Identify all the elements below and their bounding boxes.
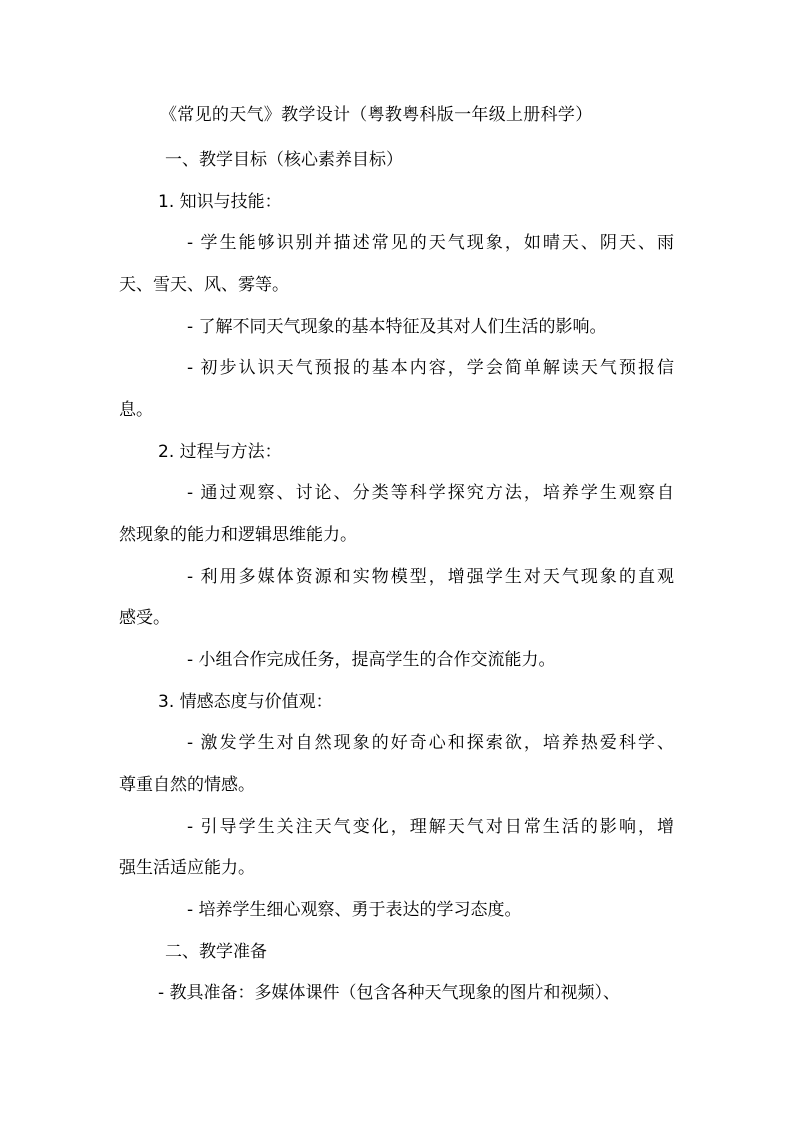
paragraph-line: 强生活适应能力。 bbox=[119, 858, 255, 878]
paragraph-line: - 学生能够识别并描述常见的天气现象，如晴天、阴天、雨 bbox=[187, 233, 674, 253]
paragraph-line: - 了解不同天气现象的基本特征及其对人们生活的影响。 bbox=[187, 317, 607, 337]
section-heading-preparation: 二、教学准备 bbox=[165, 942, 267, 962]
paragraph-line: - 培养学生细心观察、勇于表达的学习态度。 bbox=[187, 900, 522, 920]
paragraph-line: - 利用多媒体资源和实物模型，增强学生对天气现象的直观 bbox=[187, 567, 674, 587]
paragraph-line: 天、雪天、风、雾等。 bbox=[119, 275, 289, 295]
paragraph-line: - 教具准备：多媒体课件（包含各种天气现象的图片和视频）、 bbox=[158, 983, 621, 1003]
paragraph-line: 然现象的能力和逻辑思维能力。 bbox=[119, 525, 357, 545]
subheading-process-methods: 2. 过程与方法： bbox=[158, 442, 282, 462]
subheading-attitudes-values: 3. 情感态度与价值观： bbox=[158, 692, 333, 712]
paragraph-line: - 引导学生关注天气变化，理解天气对日常生活的影响，增 bbox=[187, 817, 674, 837]
paragraph-line: - 小组合作完成任务，提高学生的合作交流能力。 bbox=[187, 650, 556, 670]
paragraph-line: 尊重自然的情感。 bbox=[119, 775, 255, 795]
paragraph-line: - 激发学生对自然现象的好奇心和探索欲，培养热爱科学、 bbox=[187, 733, 674, 753]
document-title: 《常见的天气》教学设计（粤教粤科版一年级上册科学） bbox=[160, 105, 593, 125]
paragraph-line: 息。 bbox=[119, 400, 153, 420]
paragraph-line: - 通过观察、讨论、分类等科学探究方法，培养学生观察自 bbox=[187, 483, 674, 503]
subheading-knowledge-skills: 1. 知识与技能： bbox=[158, 192, 282, 212]
paragraph-line: - 初步认识天气预报的基本内容，学会简单解读天气预报信 bbox=[187, 358, 674, 378]
paragraph-line: 感受。 bbox=[119, 608, 170, 628]
section-heading-objectives: 一、教学目标（核心素养目标） bbox=[165, 150, 403, 170]
